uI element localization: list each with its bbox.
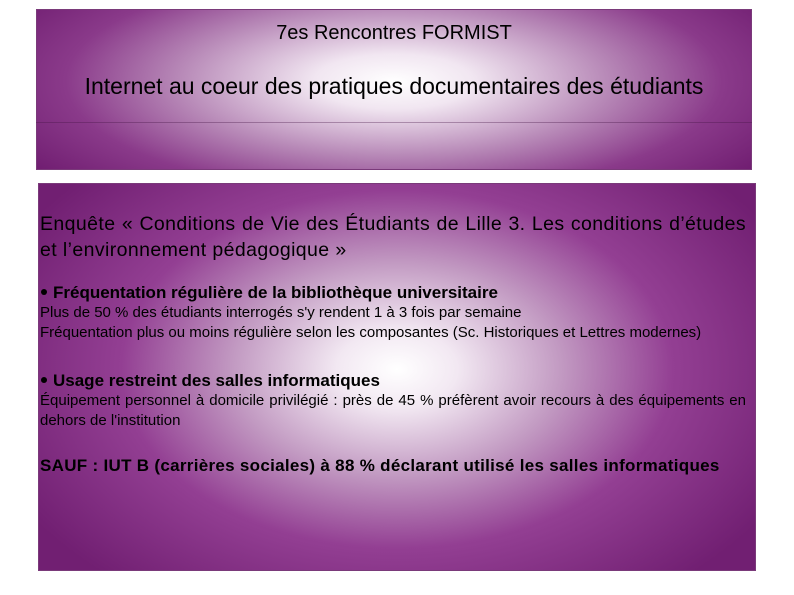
exception-note: SAUF : IUT B (carrières sociales) à 88 % déclarant utilisé les salles informatiques xyxy=(40,456,720,475)
bullet-dot-icon xyxy=(41,289,47,295)
slide-title: Internet au coeur des pratiques documentaires des étudiants xyxy=(84,73,704,99)
bullet-heading xyxy=(40,283,746,303)
survey-title: Enquête « Conditions de Vie des Étudiants de Lille 3. Les conditions d’études et l’environnement pédagogique » xyxy=(40,213,746,261)
detail-line: Plus de 50 % des étudiants interrogés s'y rendent 1 à 3 fois par semaine xyxy=(40,304,522,321)
detail-line: Équipement personnel à domicile privilégié : près de 45 % préfèrent avoir recours à des équipements en dehors de l'institution xyxy=(40,392,746,429)
conference-title: 7es Rencontres FORMIST xyxy=(276,22,512,44)
bullet-dot-icon xyxy=(41,377,47,383)
header-panel xyxy=(36,9,752,170)
section-heading: Fréquentation régulière de la bibliothèque universitaire xyxy=(53,283,498,302)
detail-line: Fréquentation plus ou moins régulière selon les composantes (Sc. Historiques et Lettres modernes) xyxy=(40,324,702,341)
header-divider xyxy=(36,122,752,123)
section-heading: Usage restreint des salles informatiques xyxy=(53,371,380,390)
content-panel xyxy=(38,183,756,571)
bullet-heading xyxy=(40,371,746,391)
content-body xyxy=(40,211,746,477)
section-library xyxy=(40,283,746,343)
section-computer-rooms xyxy=(40,371,746,431)
